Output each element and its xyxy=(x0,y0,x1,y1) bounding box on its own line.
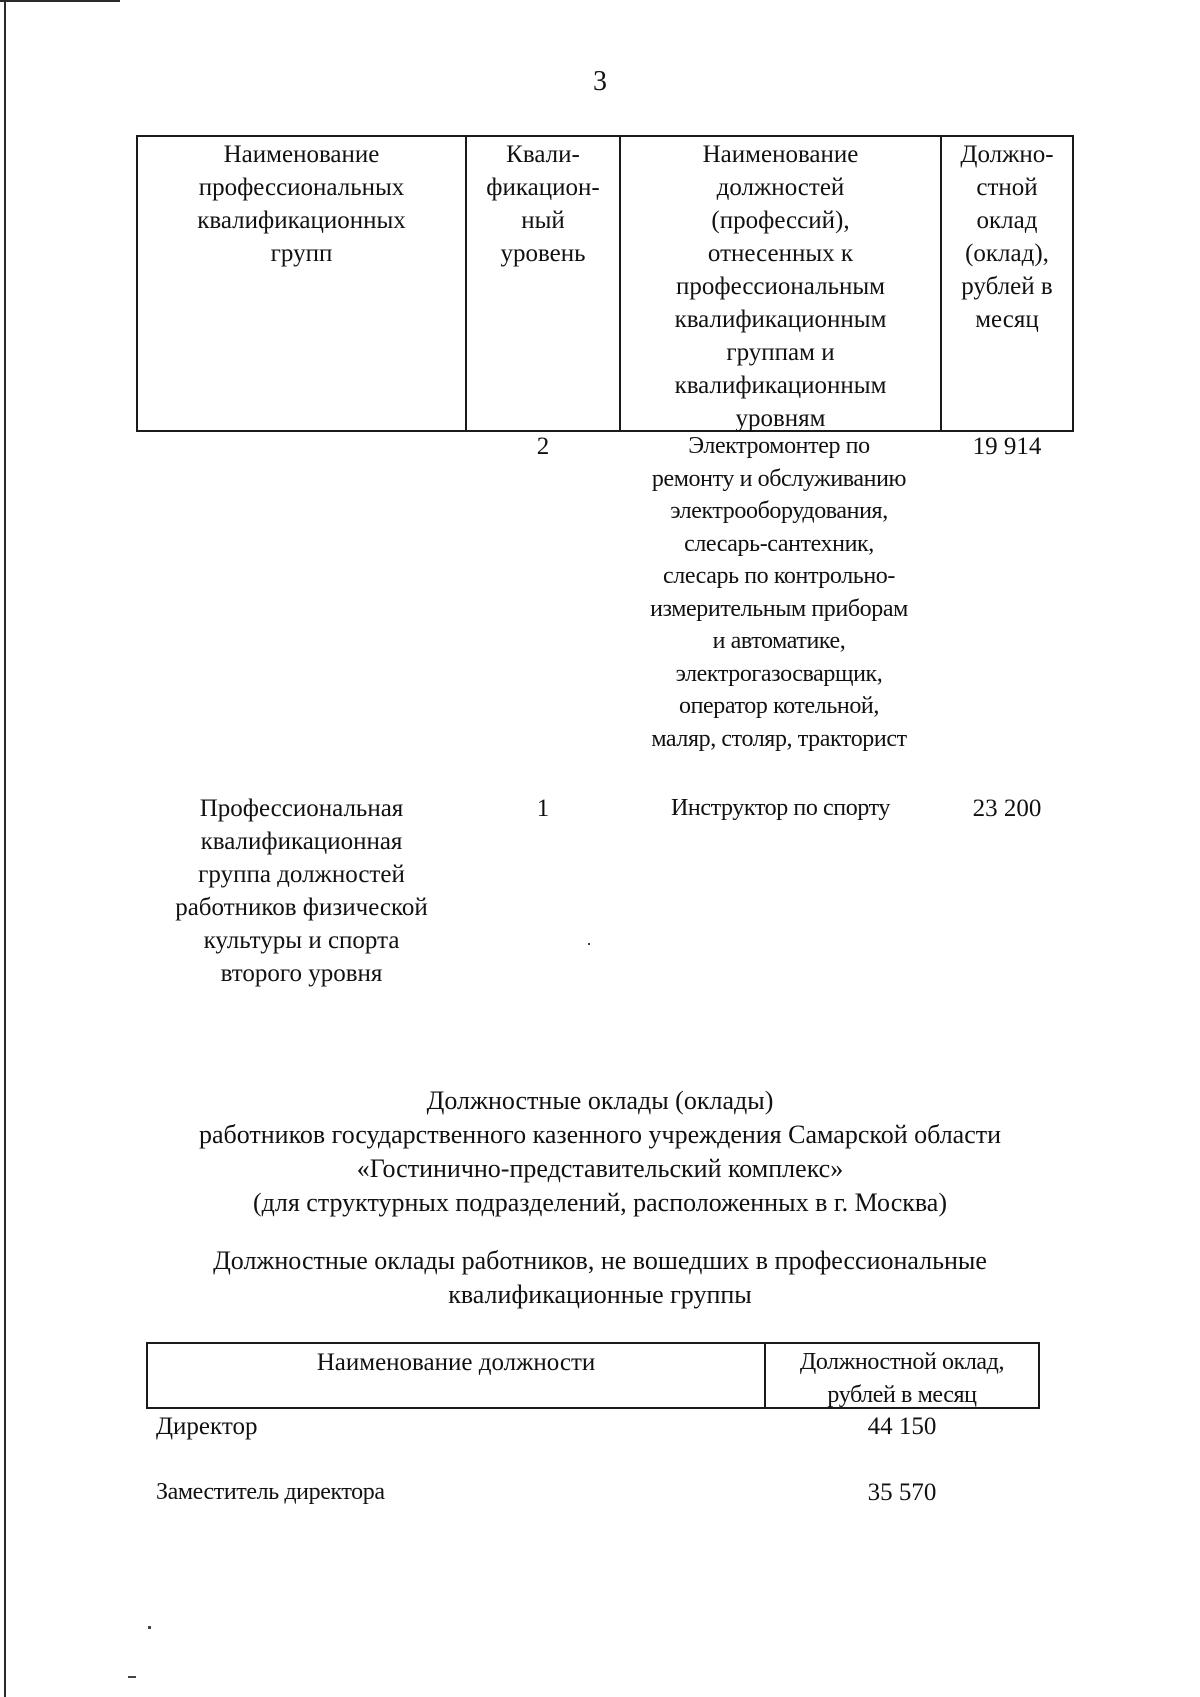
table1-row2-salary: 23 200 xyxy=(972,795,1042,822)
table1-row2-positions: Инструктор по спорту xyxy=(670,795,890,821)
table2-row2-position: Заместитель директора xyxy=(156,1479,385,1505)
table1-header-positions: Наименование должностей (профессий), отнесенных к профессиональным квалификационным группам и квалификационным уровням xyxy=(674,141,887,432)
page-number: 3 xyxy=(593,66,607,97)
table1-row1-salary: 19 914 xyxy=(972,433,1042,460)
table1-border-right xyxy=(1072,135,1074,432)
table1-header-level: Квали- фикацион- ный уровень xyxy=(486,141,600,267)
table2-header-position: Наименование должности xyxy=(316,1349,596,1376)
scan-edge-top xyxy=(0,0,120,2)
table1-header-top-border xyxy=(136,135,1074,137)
table1-row1-positions: Электромонтер по ремонту и обслуживанию электрооборудования, слесарь-сантехник, слесарь по контрольно- измерительным приборам и автоматике, электрогазосварщик, оператор котельной, маляр, столяр, тракторист xyxy=(650,433,908,752)
table2-row2-salary: 35 570 xyxy=(867,1479,937,1506)
scan-speck xyxy=(128,1676,136,1678)
table1-row2-level: 1 xyxy=(536,795,550,822)
scan-edge-left xyxy=(4,0,6,1697)
section-heading: Должностные оклады (оклады) работников государственного казенного учреждения Самарской области «Гостинично-представительский комплекс» (для структурных подразделений, расположенных в г. Москва) xyxy=(198,1086,1002,1217)
table1-header-salary: Должно- стной оклад (оклад), рублей в месяц xyxy=(960,141,1054,333)
table1-row1-level: 2 xyxy=(536,433,550,460)
scan-speck xyxy=(588,943,590,945)
table2-row1-salary: 44 150 xyxy=(867,1413,937,1440)
table2-header-salary: Должностной оклад, рублей в месяц xyxy=(799,1349,1005,1408)
section-subheading: Должностные оклады работников, не вошедших в профессиональные квалификационные группы xyxy=(213,1246,987,1309)
table1-header-group: Наименование профессиональных квалификационных групп xyxy=(197,141,406,267)
table2-header-top-border xyxy=(146,1342,1040,1344)
table2-row1-position: Директор xyxy=(156,1413,258,1440)
table1-row2-group: Профессиональная квалификационная группа должностей работников физической культуры и спорта второго уровня xyxy=(175,795,428,987)
scan-speck xyxy=(148,1626,151,1629)
table2-border-right xyxy=(1038,1342,1040,1409)
